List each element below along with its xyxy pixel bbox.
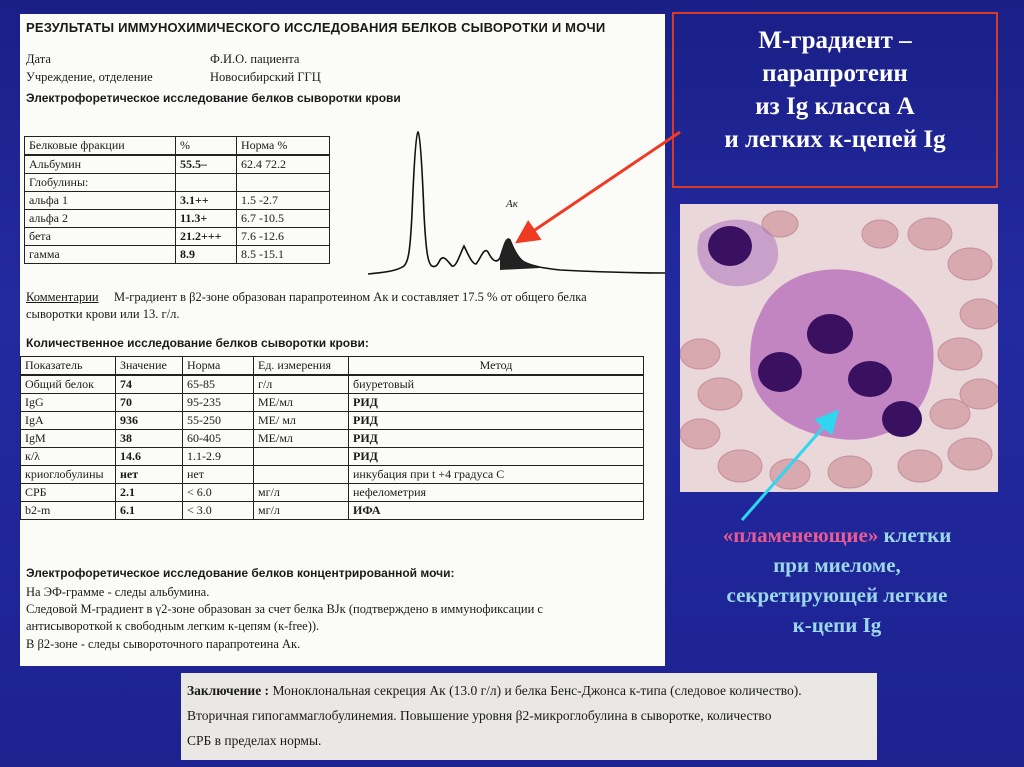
table-cell: Альбумин [25,155,176,174]
table-row [21,394,644,412]
caption-line-2: при миеломе, [773,553,901,577]
table-cell: 2.1 [116,484,183,502]
table-cell: IgG [21,394,116,412]
conclusion-label: Заключение : [187,683,270,698]
table-cell: криоглобулины [21,466,116,484]
table-cell: 1.5 -2.7 [237,192,330,210]
table-cell: к/λ [21,448,116,466]
caption-line-4: к-цепи Ig [792,613,882,637]
urine-line-4: В β2-зоне - следы сывороточного парапротеина Aк. [26,637,301,651]
table-cell: Глобулины: [25,174,176,192]
table-cell: нефелометрия [349,484,644,502]
table-cell: 7.6 -12.6 [237,228,330,246]
table-row [21,430,644,448]
callout-line: М-градиент – [758,27,912,54]
table-cell: инкубация при t +4 градуса С [349,466,644,484]
urine-line-3: антисывороткой к свободным легким к-цепям (к-free)). [26,619,320,633]
table-cell: РИД [349,412,644,430]
table-cell: альфа 1 [25,192,176,210]
table-cell: 11.3+ [176,210,237,228]
table-cell: 21.2+++ [176,228,237,246]
lab-report-document [20,14,665,666]
comment-line-1: М-градиент в β2-зоне образован парапротеином Aк и составляет 17.5 % от общего белка [114,290,587,304]
table-row [21,412,644,430]
table-cell: 3.1++ [176,192,237,210]
callout-line: из Ig класса А [755,93,915,120]
table-cell [254,466,349,484]
fractions-header-cell: % [176,137,237,156]
quant-header-cell: Метод [349,357,644,376]
micrograph-illustration [680,204,998,492]
section-quantitative: Количественное исследование белков сыворотки крови: [26,336,369,350]
table-cell: 55-250 [183,412,254,430]
table-cell: РИД [349,448,644,466]
table-cell: гамма [25,246,176,264]
quant-header-cell: Значение [116,357,183,376]
quant-header-row [21,357,644,376]
table-cell: нет [116,466,183,484]
report-title: РЕЗУЛЬТАТЫ ИММУНОХИМИЧЕСКОГО ИССЛЕДОВАНИЯ БЕЛКОВ СЫВОРОТКИ И МОЧИ [26,20,606,35]
table-cell: 8.9 [176,246,237,264]
conclusion-text-1: Моноклональная секреция Aк (13.0 г/л) и белка Бенс-Джонса к-типа (следовое количество). [272,683,802,698]
conclusion-box [181,673,877,760]
table-row [21,484,644,502]
table-cell: 70 [116,394,183,412]
table-cell: биуретовый [349,375,644,394]
quantitative-table [20,356,644,520]
flaming-cells-micrograph [680,204,998,492]
table-row [21,502,644,520]
patient-label: Ф.И.О. пациента [210,52,300,66]
table-cell: 936 [116,412,183,430]
section-electrophoresis-serum: Электрофоретическое исследование белков сыворотки крови [26,91,401,105]
table-cell: МЕ/мл [254,394,349,412]
institution-label: Учреждение, отделение [26,70,153,84]
table-cell [254,448,349,466]
table-cell: 74 [116,375,183,394]
table-cell: 95-235 [183,394,254,412]
conclusion-line-2: Вторичная гипогаммаглобулинемия. Повышение уровня β2-микроглобулина в сыворотке, количество [187,708,772,723]
table-cell: 65-85 [183,375,254,394]
conclusion-line-1 [187,683,802,699]
table-cell: бета [25,228,176,246]
caption-line-1-rest: клетки [878,523,952,547]
callout-line: парапротеин [762,60,908,87]
table-cell: Общий белок [21,375,116,394]
table-cell: 6.7 -10.5 [237,210,330,228]
comment-label-text: Комментарии [26,290,99,304]
table-cell: РИД [349,430,644,448]
table-row [21,448,644,466]
m-gradient-callout [672,12,998,188]
table-cell: 60-405 [183,430,254,448]
callout-line: и легких к-цепей Ig [724,126,946,153]
table-cell: МЕ/мл [254,430,349,448]
urine-line-1: На ЭФ-грамме - следы альбумина. [26,585,210,599]
date-label: Дата [26,52,51,66]
comment-line-2: сыворотки крови или 13. г/л. [26,307,180,321]
table-cell: г/л [254,375,349,394]
table-row [21,466,644,484]
comment-label [26,290,99,305]
caption-highlight: «пламенеющие» [722,523,879,547]
table-cell: 8.5 -15.1 [237,246,330,264]
section-urine: Электрофоретическое исследование белков концентрированной мочи: [26,566,455,580]
urine-line-2: Следовой М-градиент в γ2-зоне образован за счет белка BJк (подтверждено в иммунофиксации с [26,602,543,616]
table-cell: РИД [349,394,644,412]
table-cell: ИФА [349,502,644,520]
table-cell: СРБ [21,484,116,502]
table-cell: < 6.0 [183,484,254,502]
conclusion-line-3: СРБ в пределах нормы. [187,733,322,748]
table-cell: 6.1 [116,502,183,520]
table-cell: нет [183,466,254,484]
table-cell: мг/л [254,484,349,502]
table-cell: < 3.0 [183,502,254,520]
quant-header-cell: Показатель [21,357,116,376]
quant-header-cell: Ед. измерения [254,357,349,376]
micrograph-caption [672,520,1002,640]
institution-value: Новосибирский ГГЦ [210,70,321,84]
table-cell: мг/л [254,502,349,520]
table-cell: 55.5– [176,155,237,174]
quant-header-cell: Норма [183,357,254,376]
table-cell: альфа 2 [25,210,176,228]
caption-line-3: секретирующей легкие [726,583,948,607]
table-cell: IgM [21,430,116,448]
table-cell: МЕ/ мл [254,412,349,430]
table-cell: 38 [116,430,183,448]
caption-line-1 [672,520,1002,550]
fractions-header-cell: Норма % [237,137,330,156]
fractions-header-cell: Белковые фракции [25,137,176,156]
table-row [21,375,644,394]
table-cell: 14.6 [116,448,183,466]
table-cell: 1.1-2.9 [183,448,254,466]
table-cell: 62.4 72.2 [237,155,330,174]
table-cell: IgA [21,412,116,430]
table-cell: b2-m [21,502,116,520]
peak-label: Aк [506,198,518,210]
electrophoregram-trace [20,14,665,294]
